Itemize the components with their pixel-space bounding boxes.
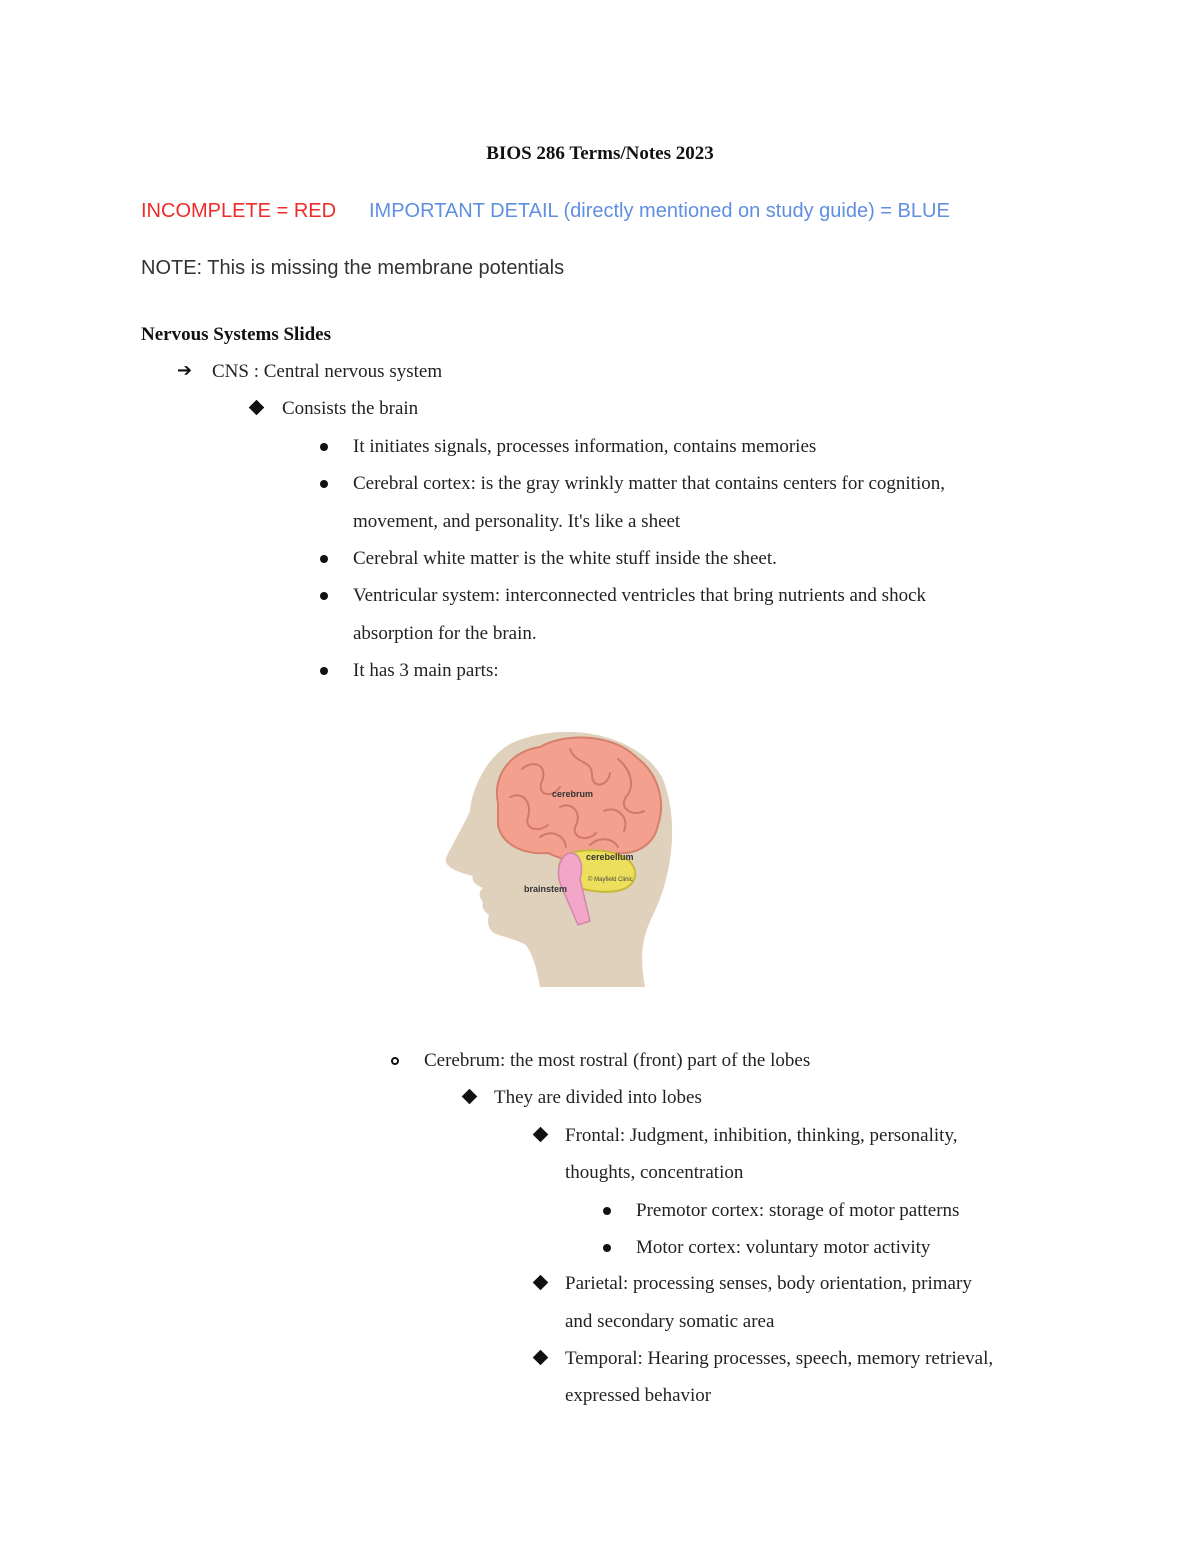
list-item: Ventricular system: interconnected ventricles that bring nutrients and shock (353, 585, 926, 606)
diamond-bullet-icon (533, 1350, 549, 1366)
dot-bullet-icon (603, 1244, 611, 1252)
dot-bullet-icon (320, 555, 328, 563)
list-item-parietal: Parietal: processing senses, body orientation, primary (565, 1273, 972, 1294)
list-item-continuation: and secondary somatic area (565, 1311, 775, 1332)
arrow-bullet-icon: ➔ (177, 360, 193, 381)
list-item-continuation: thoughts, concentration (565, 1162, 744, 1183)
list-item: Cerebral white matter is the white stuff inside the sheet. (353, 548, 777, 569)
dot-bullet-icon (320, 480, 328, 488)
list-item-cerebrum: Cerebrum: the most rostral (front) part of the lobes (424, 1050, 811, 1071)
label-cerebrum: cerebrum (552, 789, 594, 799)
diamond-bullet-icon (533, 1127, 549, 1143)
list-item-premotor: Premotor cortex: storage of motor patterns (636, 1200, 960, 1221)
label-cerebellum: cerebellum (586, 852, 634, 862)
dot-bullet-icon (320, 667, 328, 675)
brain-anatomy-figure (440, 725, 680, 990)
legend-important: IMPORTANT DETAIL (directly mentioned on study guide) = BLUE (369, 200, 950, 222)
document-title: BIOS 286 Terms/Notes 2023 (486, 143, 714, 164)
list-item-continuation: movement, and personality. It's like a sheet (353, 511, 681, 532)
dot-bullet-icon (320, 443, 328, 451)
circle-bullet-icon (391, 1057, 399, 1065)
list-item: It initiates signals, processes information, contains memories (353, 436, 817, 457)
dot-bullet-icon (603, 1207, 611, 1215)
label-credit: © Mayfield Clinic (588, 877, 633, 883)
section-heading: Nervous Systems Slides (141, 324, 332, 345)
list-item: It has 3 main parts: (353, 660, 499, 681)
list-item-temporal: Temporal: Hearing processes, speech, memory retrieval, (565, 1348, 994, 1369)
diamond-bullet-icon (249, 400, 265, 416)
cerebrum-shape (497, 738, 661, 862)
list-item-divided: They are divided into lobes (494, 1087, 702, 1108)
list-item: Cerebral cortex: is the gray wrinkly matter that contains centers for cognition, (353, 473, 945, 494)
list-item-motor: Motor cortex: voluntary motor activity (636, 1237, 931, 1258)
diamond-bullet-icon (462, 1089, 478, 1105)
list-item-frontal: Frontal: Judgment, inhibition, thinking, personality, (565, 1125, 958, 1146)
list-item-continuation: absorption for the brain. (353, 623, 537, 644)
label-brainstem: brainstem (524, 884, 568, 894)
list-item-cns: CNS : Central nervous system (212, 361, 443, 382)
diamond-bullet-icon (533, 1275, 549, 1291)
legend-incomplete: INCOMPLETE = RED (141, 200, 337, 222)
note-text: NOTE: This is missing the membrane potentials (141, 257, 565, 279)
list-item-consists: Consists the brain (282, 398, 419, 419)
dot-bullet-icon (320, 592, 328, 600)
list-item-continuation: expressed behavior (565, 1385, 712, 1406)
